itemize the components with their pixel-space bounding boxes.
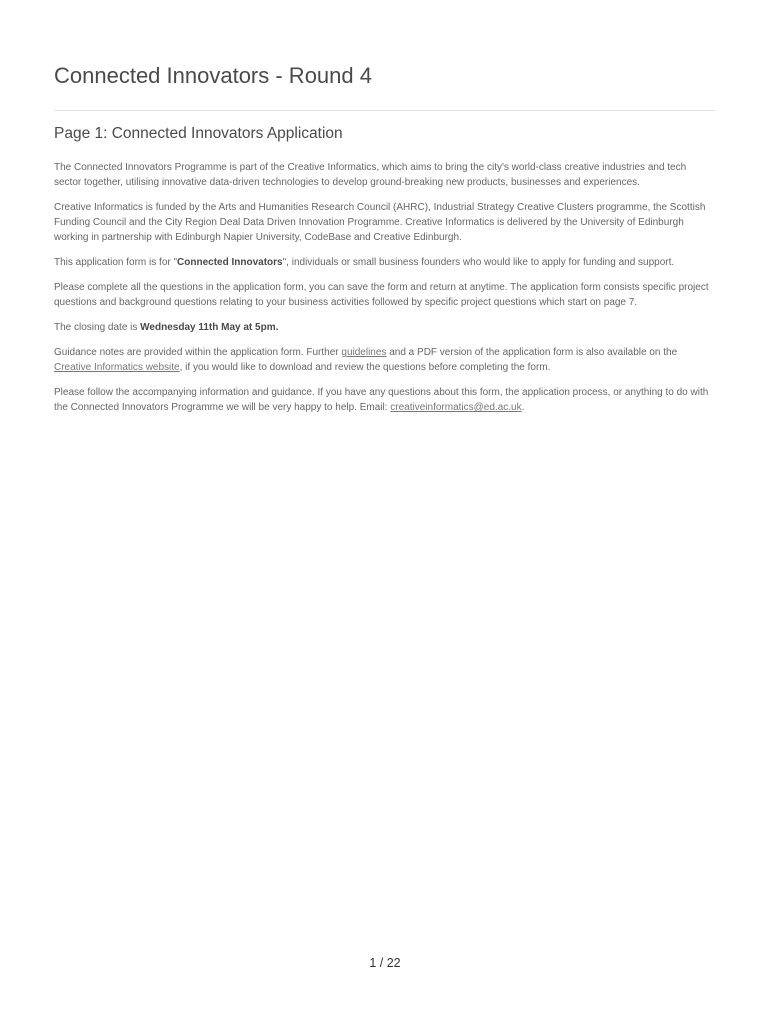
closing-date-label: The closing date is bbox=[54, 322, 141, 333]
paragraph-contact bbox=[54, 385, 714, 415]
page-counter: 1 / 22 bbox=[369, 956, 401, 970]
paragraph-closing-date bbox=[54, 320, 714, 335]
guidelines-link[interactable]: guidelines bbox=[341, 347, 387, 358]
paragraph-programme: The Connected Innovators Programme is part of the Creative Informatics, which aims to bring the city's world-class creative industries and tech sector together, utilising innovative data-driven technologies to develop ground-breaking new products, businesses and experiences. bbox=[54, 162, 687, 188]
guidance-text-middle: and a PDF version of the application form is also available on the bbox=[386, 347, 678, 358]
closing-date-value: Wednesday 11th May at 5pm. bbox=[140, 322, 279, 333]
contact-text: Please follow the accompanying information and guidance. If you have any questions about this form, the application process, or anything to do with the Connected Innovators Programme we will be very happy to help. Email: bbox=[54, 387, 709, 413]
paragraph-instructions: Please complete all the questions in the application form, you can save the form and return at anytime. The application form consists specific project questions and background questions relating to your business activities followed by specific project questions which start on page 7. bbox=[54, 282, 709, 308]
paragraph-guidance bbox=[54, 345, 714, 375]
contact-text-end: . bbox=[521, 402, 525, 413]
guidance-text-end: , if you would like to download and review the questions before completing the form. bbox=[179, 362, 551, 373]
guidance-text-start: Guidance notes are provided within the application form. Further bbox=[54, 347, 342, 358]
paragraph-funding: Creative Informatics is funded by the Arts and Humanities Research Council (AHRC), Industrial Strategy Creative Clusters programme, the Scottish Funding Council and the City Region Deal Data Driven Innovation Programme. Creative Informatics is delivered by the University of Edinburgh working in partnership with Edinburgh Napier University, CodeBase and Creative Edinburgh. bbox=[54, 202, 706, 243]
paragraph-audience bbox=[54, 255, 714, 270]
document-title: Connected Innovators - Round 4 bbox=[54, 63, 372, 88]
creative-informatics-website-link[interactable]: Creative Informatics website bbox=[54, 362, 180, 373]
title-divider bbox=[54, 110, 715, 111]
intro-content bbox=[54, 160, 714, 425]
audience-text-end: ", individuals or small business founders who would like to apply for funding and support. bbox=[282, 257, 675, 268]
contact-email-link[interactable]: creativeinformatics@ed.ac.uk bbox=[390, 402, 522, 413]
page-heading: Page 1: Connected Innovators Application bbox=[54, 125, 343, 142]
audience-bold: Connected Innovators bbox=[177, 257, 283, 268]
audience-text-start: This application form is for " bbox=[54, 257, 178, 268]
